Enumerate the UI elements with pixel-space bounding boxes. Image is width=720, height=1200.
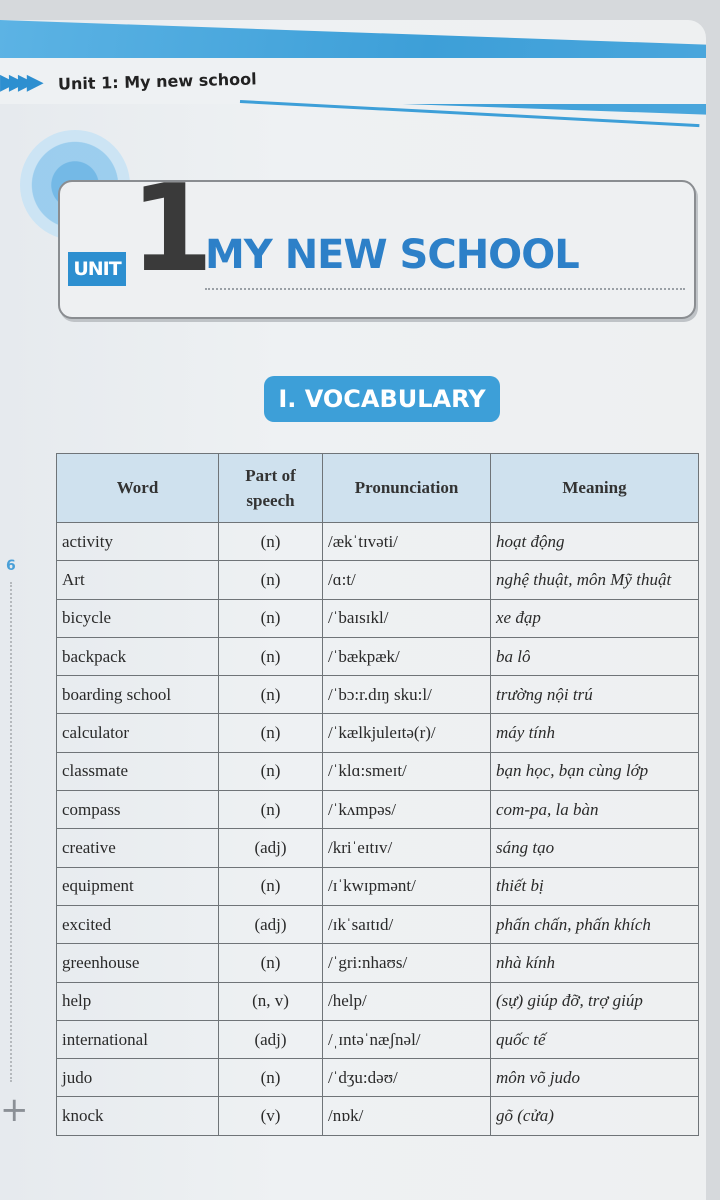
unit-number: 1 <box>130 160 214 299</box>
part-of-speech-cell: (adj) <box>219 829 323 867</box>
unit-badge: UNIT <box>68 252 126 286</box>
meaning-cell: gõ (cửa) <box>491 1097 699 1135</box>
table-row <box>57 676 699 714</box>
cross-mark-icon: + <box>0 1090 29 1130</box>
part-of-speech-cell: (n) <box>219 714 323 752</box>
meaning-cell: (sự) giúp đỡ, trợ giúp <box>491 982 699 1020</box>
pronunciation-cell: /ˈkʌmpəs/ <box>323 791 491 829</box>
word-cell: equipment <box>57 867 219 905</box>
part-of-speech-cell: (n) <box>219 599 323 637</box>
table-row <box>57 714 699 752</box>
table-row <box>57 867 699 905</box>
word-cell: compass <box>57 791 219 829</box>
word-cell: boarding school <box>57 676 219 714</box>
pronunciation-cell: /ɪˈkwɪpmənt/ <box>323 867 491 905</box>
meaning-cell: hoạt động <box>491 523 699 561</box>
meaning-cell: xe đạp <box>491 599 699 637</box>
page-number: 6 <box>6 558 16 574</box>
part-of-speech-cell: (n) <box>219 752 323 790</box>
word-cell: backpack <box>57 637 219 675</box>
pronunciation-cell: /ɪkˈsaɪtɪd/ <box>323 905 491 943</box>
pronunciation-cell: /ˈkælkjuleɪtə(r)/ <box>323 714 491 752</box>
word-cell: international <box>57 1020 219 1058</box>
meaning-cell: sáng tạo <box>491 829 699 867</box>
pronunciation-cell: /help/ <box>323 982 491 1020</box>
meaning-cell: máy tính <box>491 714 699 752</box>
pronunciation-cell: /ˈklɑ:smeɪt/ <box>323 752 491 790</box>
meaning-cell: trường nội trú <box>491 676 699 714</box>
table-row <box>57 637 699 675</box>
table-row <box>57 1020 699 1058</box>
table-row <box>57 905 699 943</box>
meaning-cell: com-pa, la bàn <box>491 791 699 829</box>
table-row <box>57 1097 699 1135</box>
table-body <box>57 523 699 1136</box>
word-cell: Art <box>57 561 219 599</box>
pronunciation-cell: /ˈbaɪsɪkl/ <box>323 599 491 637</box>
word-cell: judo <box>57 1059 219 1097</box>
part-of-speech-cell: (n) <box>219 637 323 675</box>
section-heading: I. VOCABULARY <box>264 376 500 422</box>
part-of-speech-cell: (n) <box>219 867 323 905</box>
pronunciation-cell: /ˌɪntəˈnæʃnəl/ <box>323 1020 491 1058</box>
unit-title: MY NEW SCHOOL <box>205 232 579 278</box>
table-row <box>57 523 699 561</box>
word-cell: excited <box>57 905 219 943</box>
part-of-speech-cell: (n) <box>219 523 323 561</box>
table-header-row <box>57 454 699 523</box>
pronunciation-cell: /ˈgri:nhaʊs/ <box>323 944 491 982</box>
pronunciation-cell: /ˈbækpæk/ <box>323 637 491 675</box>
column-header-meaning: Meaning <box>491 454 699 523</box>
meaning-cell: quốc tế <box>491 1020 699 1058</box>
word-cell: classmate <box>57 752 219 790</box>
pronunciation-cell: /ˈbɔ:r.dɪŋ sku:l/ <box>323 676 491 714</box>
column-header-word: Word <box>57 454 219 523</box>
running-header: Unit 1: My new school <box>57 69 257 94</box>
column-header-part-of-speech: Part of speech <box>219 454 323 523</box>
meaning-cell: môn võ judo <box>491 1059 699 1097</box>
table-row <box>57 599 699 637</box>
word-cell: creative <box>57 829 219 867</box>
table-row <box>57 944 699 982</box>
pronunciation-cell: /kriˈeɪtɪv/ <box>323 829 491 867</box>
part-of-speech-cell: (n) <box>219 1059 323 1097</box>
part-of-speech-cell: (adj) <box>219 1020 323 1058</box>
word-cell: greenhouse <box>57 944 219 982</box>
part-of-speech-cell: (n) <box>219 944 323 982</box>
word-cell: bicycle <box>57 599 219 637</box>
table-row <box>57 982 699 1020</box>
table-row <box>57 829 699 867</box>
table-row <box>57 752 699 790</box>
part-of-speech-cell: (n, v) <box>219 982 323 1020</box>
meaning-cell: bạn học, bạn cùng lớp <box>491 752 699 790</box>
chevron-arrows-icon: ▶▶▶▶ <box>0 70 36 95</box>
pronunciation-cell: /nɒk/ <box>323 1097 491 1135</box>
meaning-cell: thiết bị <box>491 867 699 905</box>
title-dotted-rule <box>205 288 685 290</box>
pronunciation-cell: /ˈdʒu:dəʊ/ <box>323 1059 491 1097</box>
column-header-pronunciation: Pronunciation <box>323 454 491 523</box>
meaning-cell: phấn chấn, phấn khích <box>491 905 699 943</box>
part-of-speech-cell: (n) <box>219 676 323 714</box>
word-cell: help <box>57 982 219 1020</box>
table-row <box>57 1059 699 1097</box>
part-of-speech-cell: (n) <box>219 561 323 599</box>
table-row <box>57 791 699 829</box>
pronunciation-cell: /ækˈtɪvəti/ <box>323 523 491 561</box>
meaning-cell: ba lô <box>491 637 699 675</box>
meaning-cell: nghệ thuật, môn Mỹ thuật <box>491 561 699 599</box>
word-cell: activity <box>57 523 219 561</box>
part-of-speech-cell: (n) <box>219 791 323 829</box>
vocabulary-table <box>56 453 699 1136</box>
table-row <box>57 561 699 599</box>
word-cell: calculator <box>57 714 219 752</box>
part-of-speech-cell: (v) <box>219 1097 323 1135</box>
word-cell: knock <box>57 1097 219 1135</box>
pronunciation-cell: /ɑ:t/ <box>323 561 491 599</box>
margin-dotted-line <box>10 582 12 1082</box>
part-of-speech-cell: (adj) <box>219 905 323 943</box>
book-page <box>0 20 706 1200</box>
meaning-cell: nhà kính <box>491 944 699 982</box>
